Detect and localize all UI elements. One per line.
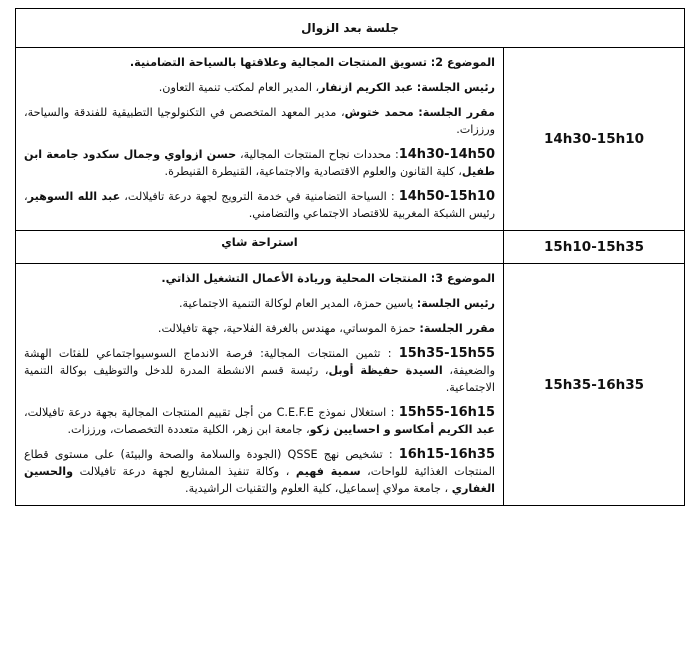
session-2-talk-2: 15h55-16h15 : استغلال نموذج C.E.F.E من أجل تقييم المنتجات المجالية بجهة درعة تافيلالت، عبد الكريم أمكاسو و احسايين زكو، جامعة ابن زهر، الكلية متعددة التخصصات، ورززات. (24, 405, 495, 436)
afternoon-session-title: جلسة بعد الزوال (16, 9, 685, 48)
session-1-chair: رئيس الجلسة: عبد الكريم ازنفار، المدير العام لمكتب تنمية التعاون. (158, 81, 495, 94)
session-1-content (16, 48, 504, 231)
session-2-content (16, 264, 504, 506)
header-row (16, 9, 685, 48)
session-row-1 (16, 48, 685, 231)
break-time: 15h10-15h35 (504, 231, 685, 264)
session-2-time: 15h35-16h35 (504, 264, 685, 506)
session-1-talk-2: 14h50-15h10 : السياحة التضامنية في خدمة الترويج لجهة درعة تافيلالت، عبد الله السوهير، رئيس الشبكة المغربية للاقتصاد الاجتماعي والتضامني. (24, 189, 495, 220)
session-2-talk-3: 16h15-16h35 : تشخيص نهج QSSE (الجودة والسلامة والصحة والبيئة) على مستوى قطاع المنتجات الغذائية للواحات، سمية فهيم ، وكالة تنفيذ المشاريع لجهة درعة تافيلالت والحسين الغفاري ، جامعة مولاي إسماعيل، كلية العلوم والتقنيات الراشيدية. (24, 447, 495, 495)
session-2-chair: رئيس الجلسة: ياسين حمزة، المدير العام لوكالة التنمية الاجتماعية. (178, 297, 495, 310)
session-2-rapporteur: مقرر الجلسة: حمزة الموساتي، مهندس بالغرفة الفلاحية، جهة تافيلالت. (157, 322, 495, 335)
session-1-topic: الموضوع 2: تسويق المنتجات المجالية وعلاقتها بالسياحة التضامنية. (129, 56, 495, 69)
program-table (15, 8, 685, 506)
break-row (16, 231, 685, 264)
session-2-topic: الموضوع 3: المنتجات المحلية وريادة الأعمال التشغيل الذاتي. (161, 272, 495, 285)
session-row-2 (16, 264, 685, 506)
session-1-rapporteur: مقرر الجلسة: محمد ختوش، مدير المعهد المتخصص في التكنولوجيا التطبيقية للفندقة والسياحة، ورززات. (24, 106, 495, 136)
session-1-talk-1: 14h30-14h50: محددات نجاح المنتجات المجالية، حسن ازواوي وجمال سكدود جامعة ابن طفيل، كلية القانون والعلوم الاقتصادية والاجتماعية، القنيطرة القنيطرة. (24, 147, 495, 178)
session-1-time: 14h30-15h10 (504, 48, 685, 231)
tea-break-label: استراحة شاي (16, 231, 504, 264)
session-2-talk-1: 15h35-15h55 : تثمين المنتجات المجالية: فرصة الاندماج السوسيواجتماعي للفئات الهشة والضعيفة، السيدة حفيظة أوبل، رئيسة قسم الانشطة المدرة للدخل والتوظيف بوكالة التنمية الاجتماعية. (24, 346, 496, 394)
